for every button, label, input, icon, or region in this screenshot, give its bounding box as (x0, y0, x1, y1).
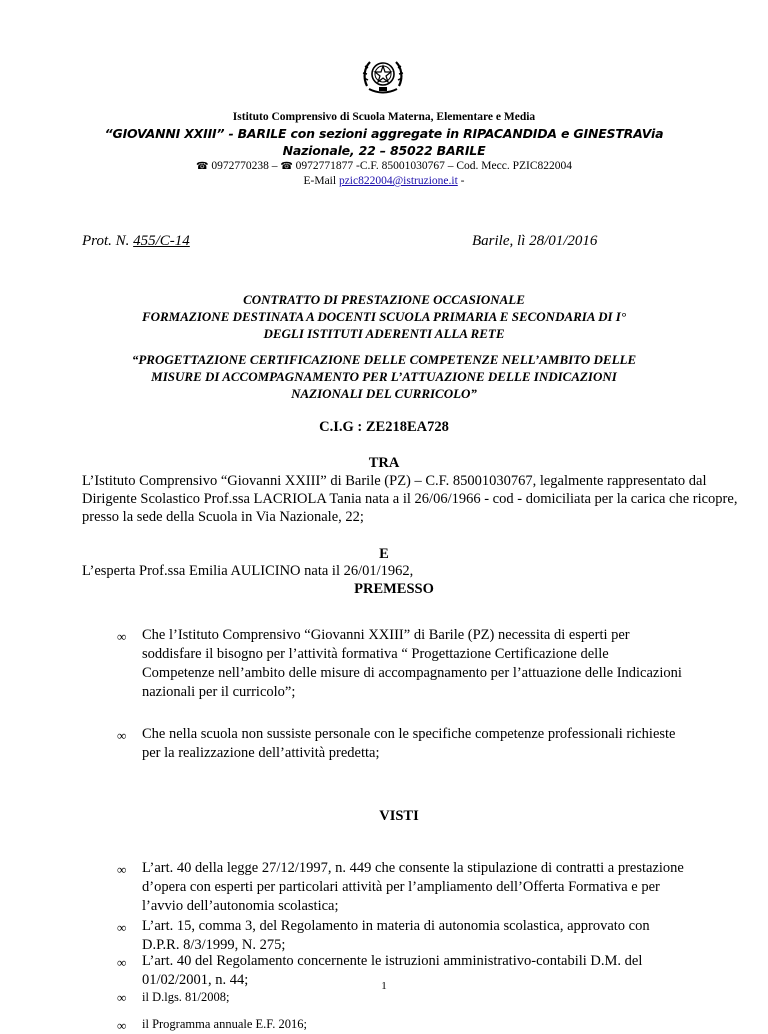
premesso-item: Che nella scuola non sussiste personale con le specifiche competenze professionali richieste per la realizzazione dell’attività predetta; (142, 726, 676, 761)
phone-icon: ☎ (195, 161, 209, 172)
protocol-code: 455/C-14 (133, 233, 190, 249)
project-title-3: NAZIONALI DEL CURRICOLO” (291, 386, 477, 401)
phone-number-1: 0972770238 – (211, 160, 278, 172)
visti-item: il Programma annuale E.F. 2016; (142, 1017, 307, 1031)
visti-item: L’art. 15, comma 3, del Regolamento in materia di autonomia scolastica, approvato con D.P.R. 8/3/1999, N. 275; (142, 918, 650, 953)
party-2-paragraph: L’esperta Prof.ssa Emilia AULICINO nata il 26/01/1962, (82, 563, 414, 579)
tra-heading: TRA (368, 455, 400, 471)
bullet-icon: ∞ (117, 990, 127, 1005)
page-number: 1 (381, 980, 387, 992)
bullet-icon: ∞ (117, 1018, 127, 1033)
visti-heading: VISTI (379, 808, 419, 824)
institute-contacts (0, 160, 768, 172)
cig-code: C.I.G : ZE218EA728 (319, 419, 449, 435)
protocol-number (82, 233, 190, 250)
bullet-icon: ∞ (117, 629, 127, 644)
institute-address: Nazionale, 22 – 85022 BARILE (282, 143, 486, 158)
institute-school-line: “GIOVANNI XXIII” - BARILE con sezioni aggregate in RIPACANDIDA e GINESTRAVia (104, 126, 664, 141)
bullet-icon: ∞ (117, 955, 127, 970)
party-1-paragraph: L’Istituto Comprensivo “Giovanni XXIII” di Barile (PZ) – C.F. 85001030767, legalmente rappresentato dal Dirigente Scolastico Prof.ssa LACRIOLA Tania nata a il 26/06/1966 - cod - domiciliata per la carica che ricopre, presso la sede della Scuola in Via Nazionale, 22; (82, 473, 738, 525)
phone-number-2-and-codes: 0972771877 -C.F. 85001030767 – Cod. Mecc. PZIC822004 (295, 160, 573, 172)
italian-republic-emblem-icon (361, 56, 405, 96)
project-title-2: MISURE DI ACCOMPAGNAMENTO PER L’ATTUAZIONE DELLE INDICAZIONI (151, 369, 617, 384)
institute-email-line (0, 175, 768, 187)
phone-icon: ☎ (280, 161, 293, 172)
contract-subtitle-1: FORMAZIONE DESTINATA A DOCENTI SCUOLA PRIMARIA E SECONDARIA DI I° (141, 309, 627, 324)
e-heading: E (379, 546, 389, 562)
document-date: Barile, lì 28/01/2016 (472, 233, 598, 249)
email-suffix: - (460, 175, 465, 187)
contract-subtitle-2: DEGLI ISTITUTI ADERENTI ALLA RETE (263, 326, 505, 341)
institute-name: Istituto Comprensivo di Scuola Materna, Elementare e Media (232, 111, 536, 123)
bullet-icon: ∞ (117, 920, 127, 935)
visti-item: il D.lgs. 81/2008; (142, 990, 230, 1004)
protocol-prefix: Prot. N. (82, 233, 130, 249)
bullet-icon: ∞ (117, 728, 127, 743)
contract-title: CONTRATTO DI PRESTAZIONE OCCASIONALE (243, 292, 525, 307)
bullet-icon: ∞ (117, 862, 127, 877)
premesso-heading: PREMESSO (354, 581, 434, 597)
email-link[interactable]: pzic822004@istruzione.it (338, 175, 458, 187)
email-label: E-Mail (303, 175, 337, 187)
visti-item: L’art. 40 del Regolamento concernente le istruzioni amministrativo-contabili D.M. del 01/02/2001, n. 44; (142, 953, 643, 988)
premesso-item: Che l’Istituto Comprensivo “Giovanni XXIII” di Barile (PZ) necessita di esperti per soddisfare il bisogno per l’attività formativa “ Progettazione Certificazione delle Competenze nell’ambito delle misure di accompagnamento per l’attuazione delle Indicazioni nazionali per il curricolo”; (142, 627, 682, 700)
project-title-1: “PROGETTAZIONE CERTIFICAZIONE DELLE COMPETENZE NELL’AMBITO DELLE (131, 352, 637, 367)
visti-item: L’art. 40 della legge 27/12/1997, n. 449 che consente la stipulazione di contratti a prestazione d’opera con esperti per particolari attività per l’ampliamento dell’Offerta Formativa e per l’avvio dell’autonomia scolastica; (142, 860, 684, 914)
